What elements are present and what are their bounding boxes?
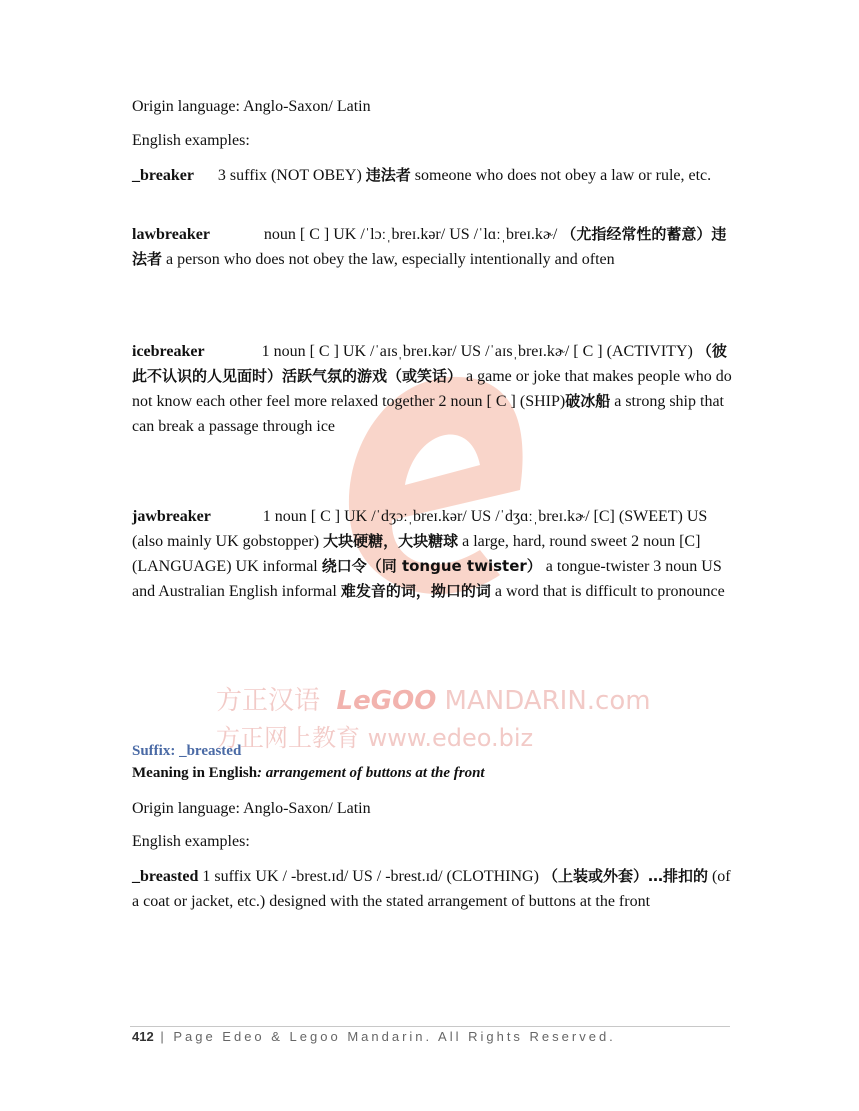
entry-lawbreaker: lawbreaker noun [ C ] UK /ˈlɔːˌbreɪ.kər/ US /ˈlɑːˌbreɪ.kɚ/ （尤指经常性的蓄意）违法者 a person who does not obey the law, especially intentionally and often — [132, 225, 727, 268]
headword: lawbreaker — [132, 226, 210, 243]
page-footer: 412 | Page Edeo & Legoo Mandarin. All Rights Reserved. — [132, 1029, 616, 1044]
headword: _breaker — [132, 167, 194, 184]
origin-language-1: Origin language: Anglo-Saxon/ Latin — [132, 98, 371, 115]
copyright-text: Edeo & Legoo Mandarin. All Rights Reserved. — [215, 1029, 616, 1044]
origin-language-2: Origin language: Anglo-Saxon/ Latin — [132, 800, 371, 817]
examples-heading-2: English examples: — [132, 833, 250, 850]
footer-divider — [130, 1026, 730, 1027]
entry-breaker: _breaker 3 suffix (NOT OBEY) 违法者 someone who does not obey a law or rule, etc. — [132, 166, 712, 184]
headword: jawbreaker — [132, 508, 211, 525]
page-number: 412 — [132, 1029, 154, 1044]
headword: _breasted — [132, 868, 199, 885]
entry-jawbreaker: jawbreaker 1 noun [ C ] UK /ˈdʒɔːˌbreɪ.kər/ US /ˈdʒɑːˌbreɪ.kɚ/ [C] (SWEET) US (also mainly UK gobstopper) 大块硬糖，大块糖球 a large, hard, round sweet 2 noun [C] (LANGUAGE) UK informal 绕口令（同 tongue twister） a tongue-twister 3 noun US and Australian English informal 难发音的词，拗口的词 a word that is difficult to pronounce — [132, 508, 725, 600]
suffix-label: Suffix: _breasted — [132, 743, 242, 759]
examples-heading-1: English examples: — [132, 132, 250, 149]
entry-icebreaker: icebreaker 1 noun [ C ] UK /ˈaɪsˌbreɪ.kər/ US /ˈaɪsˌbreɪ.kɚ/ [ C ] (ACTIVITY) （彼此不认识的人见面时）活跃气氛的游戏（或笑话） a game or joke that makes people who do not know each other feel more relaxed together 2 noun [ C ] (SHIP)破冰船 a strong ship that can break a passage through ice — [132, 342, 732, 435]
headword: icebreaker — [132, 343, 205, 360]
watermark-line-2: 方正网上教育 www.edeo.biz — [216, 724, 534, 752]
entry-breasted: _breasted 1 suffix UK / -brest.ɪd/ US / -brest.ɪd/ (CLOTHING) （上装或外套）…排扣的 (of a coat or jacket, etc.) designed with the stated arrangement of buttons at the front — [132, 867, 731, 910]
page-label: Page — [173, 1029, 216, 1044]
meaning-line: Meaning in English: arrangement of buttons at the front — [132, 765, 485, 781]
watermark-line-1: 方正汉语 LeGOO MANDARIN.com — [216, 686, 651, 716]
